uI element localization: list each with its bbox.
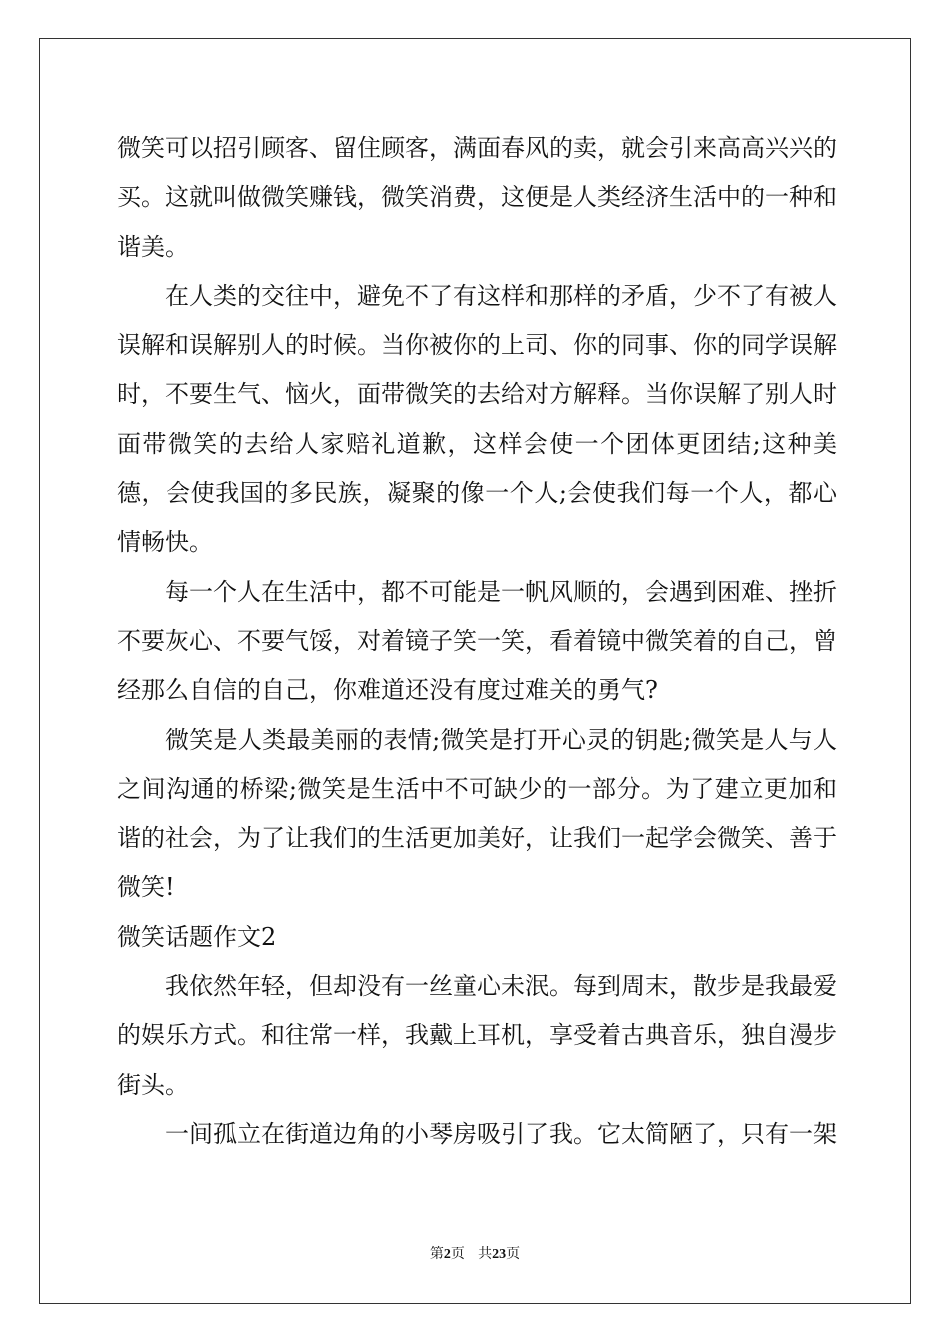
page-footer bbox=[0, 1243, 950, 1263]
footer-prefix: 第 bbox=[429, 1246, 444, 1262]
footer-page-suffix: 页 bbox=[450, 1246, 465, 1262]
document-body bbox=[117, 124, 837, 1159]
paragraph-2: 在人类的交往中，避免不了有这样和那样的矛盾，少不了有被人误解和误解别人的时候。当你被你的上司、你的同事、你的同学误解时，不要生气、恼火，面带微笑的去给对方解释。当你误解了别人时面带微笑的去给人家赔礼道歉，这样会使一个团体更团结;这种美德，会使我国的多民族，凝聚的像一个人;会使我们每一个人，都心情畅快。 bbox=[117, 281, 837, 557]
current-page-number: 2 bbox=[443, 1247, 451, 1262]
section-heading: 微笑话题作文2 bbox=[117, 922, 277, 951]
total-pages-number: 23 bbox=[492, 1247, 507, 1262]
paragraph-3: 每一个人在生活中，都不可能是一帆风顺的，会遇到困难、挫折不要灰心、不要气馁，对着镜子笑一笑，看着镜中微笑着的自己，曾经那么自信的自己，你难道还没有度过难关的勇气? bbox=[117, 577, 837, 705]
footer-total-suffix: 页 bbox=[506, 1246, 521, 1262]
paragraph-6: 一间孤立在街道边角的小琴房吸引了我。它太简陋了，只有一架 bbox=[165, 1119, 837, 1148]
paragraph-4: 微笑是人类最美丽的表情;微笑是打开心灵的钥匙;微笑是人与人之间沟通的桥梁;微笑是生活中不可缺少的一部分。为了建立更加和谐的社会，为了让我们的生活更加美好，让我们一起学会微笑、善于微笑! bbox=[117, 725, 837, 902]
footer-total-prefix: 共 bbox=[478, 1246, 493, 1262]
paragraph-1: 微笑可以招引顾客、留住顾客，满面春风的卖，就会引来高高兴兴的买。这就叫做微笑赚钱，微笑消费，这便是人类经济生活中的一种和谐美。 bbox=[117, 134, 837, 261]
paragraph-5: 我依然年轻，但却没有一丝童心未泯。每到周末，散步是我最爱的娱乐方式。和往常一样，我戴上耳机，享受着古典音乐，独自漫步街头。 bbox=[117, 972, 837, 1099]
